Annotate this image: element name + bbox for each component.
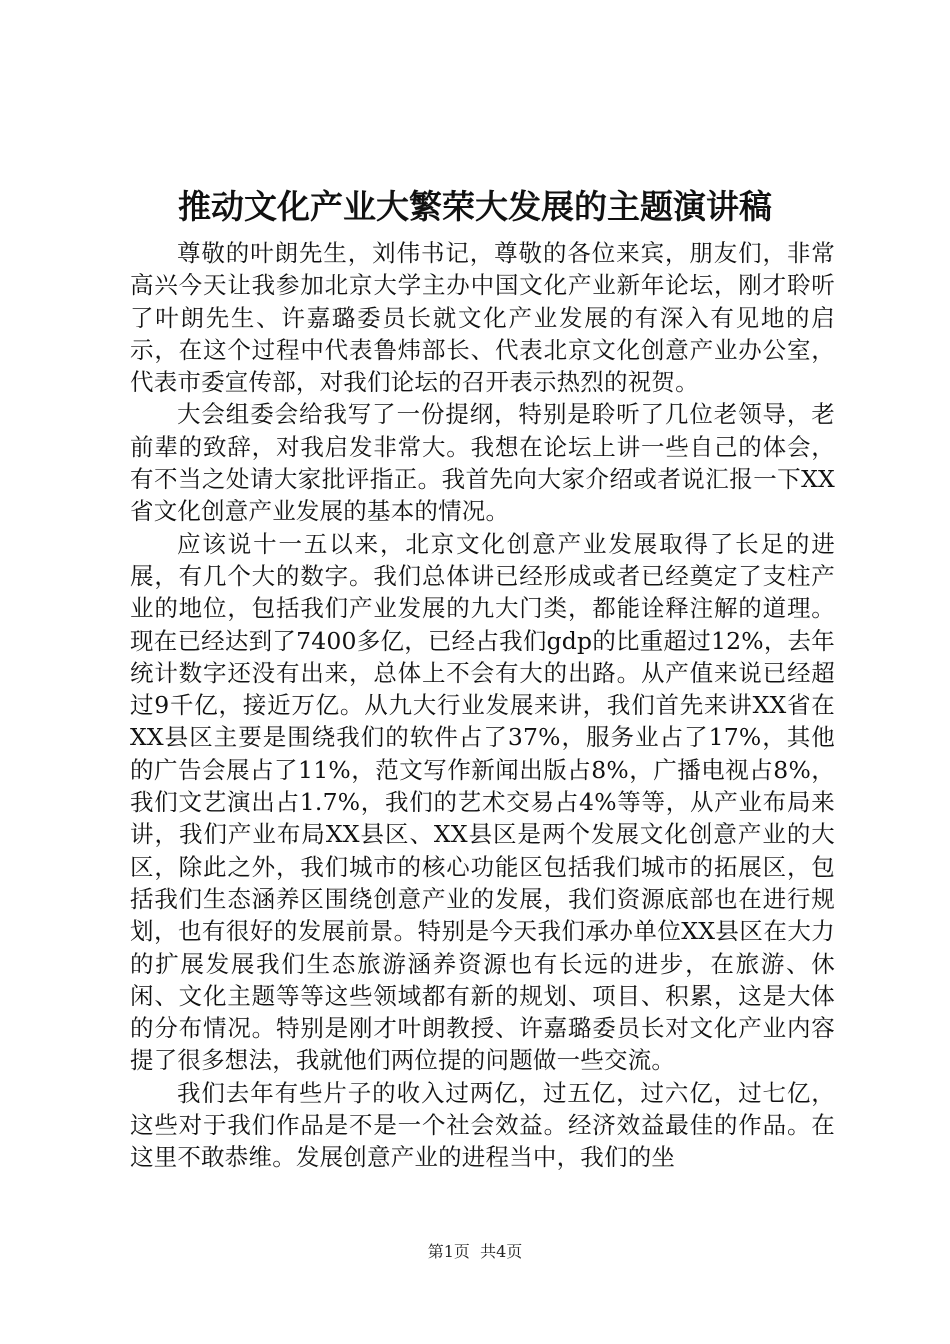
- paragraph-3: 应该说十一五以来，北京文化创意产业发展取得了长足的进展，有几个大的数字。我们总体讲已经形成或者已经奠定了支柱产业的地位，包括我们产业发展的九大门类，都能诠释注解的道理。现在已经达到了7400多亿，已经占我们gdp的比重超过12%，去年统计数字还没有出来，总体上不会有大的出路。从产值来说已经超过9千亿，接近万亿。从九大行业发展来讲，我们首先来讲XX省在XX县区主要是围绕我们的软件占了37%，服务业占了17%，其他的广告会展占了11%，范文写作新闻出版占8%，广播电视占8%，我们文艺演出占1.7%，我们的艺术交易占4%等等，从产业布局来讲，我们产业布局XX县区、XX县区是两个发展文化创意产业的大区，除此之外，我们城市的核心功能区包括我们城市的拓展区，包括我们生态涵养区围绕创意产业的发展，我们资源底部也在进行规划，也有很好的发展前景。特别是今天我们承办单位XX县区在大力的扩展发展我们生态旅游涵养资源也有长远的进步，在旅游、休闲、文化主题等等这些领域都有新的规划、项目、积累，这是大体的分布情况。特别是刚才叶朗教授、许嘉璐委员长对文化产业内容提了很多想法，我就他们两位提的问题做一些交流。: [130, 529, 835, 1075]
- page-footer: [0, 1240, 950, 1264]
- footer-separator: [470, 1242, 480, 1261]
- paragraph-2: 大会组委会给我写了一份提纲，特别是聆听了几位老领导，老前辈的致辞，对我启发非常大。我想在论坛上讲一些自己的体会，有不当之处请大家批评指正。我首先向大家介绍或者说汇报一下XX省文化创意产业发展的基本的情况。: [130, 400, 835, 526]
- document-title: 推动文化产业大繁荣大发展的主题演讲稿: [178, 187, 772, 226]
- page-number: 第1页: [427, 1242, 470, 1261]
- paragraph-1: 尊敬的叶朗先生，刘伟书记，尊敬的各位来宾，朋友们，非常高兴今天让我参加北京大学主办中国文化产业新年论坛，刚才聆听了叶朗先生、许嘉璐委员长就文化产业发展的有深入有见地的启示，在这个过程中代表鲁炜部长、代表北京文化创意产业办公室，代表市委宣传部，对我们论坛的召开表示热烈的祝贺。: [130, 239, 835, 397]
- paragraph-4: 我们去年有些片子的收入过两亿，过五亿，过六亿，过七亿，这些对于我们作品是不是一个社会效益。经济效益最佳的作品。在这里不敢恭维。发展创意产业的进程当中，我们的坐: [130, 1078, 835, 1172]
- document-body: [130, 237, 835, 1174]
- page-total: 共4页: [480, 1242, 523, 1261]
